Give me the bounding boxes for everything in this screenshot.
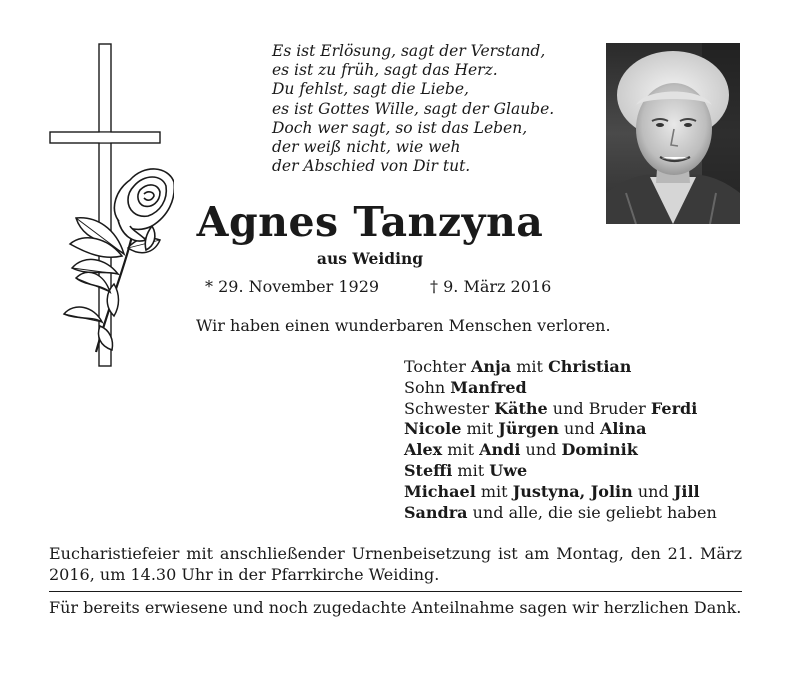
mourner-name: Andi [479,440,521,460]
mourner-row [404,440,717,461]
mourner-name: Justyna, Jolin [512,481,633,501]
thanks-note: Für bereits erwiesene und noch zugedachte Anteilnahme sagen wir herzlichen Dank. [49,598,742,617]
mourner-relation: und alle, die sie geliebt haben [467,502,717,522]
mourner-relation: und [558,419,600,439]
loss-statement: Wir haben einen wunderbaren Menschen verloren. [196,316,611,335]
mourners-list [404,357,717,523]
mourner-row [404,399,717,420]
mourner-name: Manfred [450,377,527,397]
poem-line: der Abschied von Dir tut. [272,157,471,176]
mourner-relation: mit [452,460,490,480]
mourner-name: Jill [673,481,700,501]
deceased-name: Agnes Tanzyna [196,198,544,246]
mourner-row [404,503,717,524]
mourner-relation: und [520,440,562,460]
mourner-name: Käthe [494,398,548,418]
poem-line: Es ist Erlösung, sagt der Verstand, [272,42,546,60]
deceased-origin: aus Weiding [316,249,424,268]
poem [272,42,592,176]
mourner-name: Anja [470,357,512,376]
divider [49,591,742,592]
mourner-name: Ferdi [650,398,698,418]
mourner-name: Uwe [489,460,528,480]
mourner-row [404,461,717,482]
mourner-name: Jürgen [498,419,559,439]
poem-line: Du fehlst, sagt die Liebe, [272,80,469,99]
service-info: Eucharistiefeier mit anschließender Urnenbeisetzung ist am Montag, den 21. März 2016, um 14.30 Uhr in der Pfarrkirche Weiding. [49,544,742,584]
mourner-relation: mit [461,419,499,439]
poem-line: es ist Gottes Wille, sagt der Glaube. [272,99,555,118]
portrait-photo [606,43,740,224]
mourner-name: Michael [404,481,476,501]
mourner-name: Sandra [404,502,468,522]
mourner-name: Dominik [561,440,638,460]
mourner-name: Nicole [404,419,462,439]
mourner-name: Alina [599,419,647,439]
mourner-name: Steffi [404,460,453,480]
mourner-row [404,378,717,399]
mourner-row [404,357,717,378]
mourner-name: Christian [548,357,632,376]
mourner-relation: und Bruder [547,398,651,418]
cross-with-rose-icon [44,40,174,372]
mourner-relation: mit [475,481,513,501]
mourner-row [404,482,717,503]
poem-line: der weiß nicht, wie weh [272,138,461,157]
mourner-relation: mit [442,440,480,460]
poem-line: Doch wer sagt, so ist das Leben, [272,118,528,137]
mourner-row [404,419,717,440]
mourner-relation: mit [511,357,549,376]
death-date: † 9. März 2016 [430,277,552,296]
mourner-relation: Schwester [404,398,495,418]
poem-line: es ist zu früh, sagt das Herz. [272,61,498,80]
mourner-name: Alex [404,440,443,460]
mourner-relation: Sohn [404,377,451,397]
mourner-relation: Tochter [404,357,471,376]
birth-date: * 29. November 1929 [205,277,380,296]
mourner-relation: und [632,481,674,501]
